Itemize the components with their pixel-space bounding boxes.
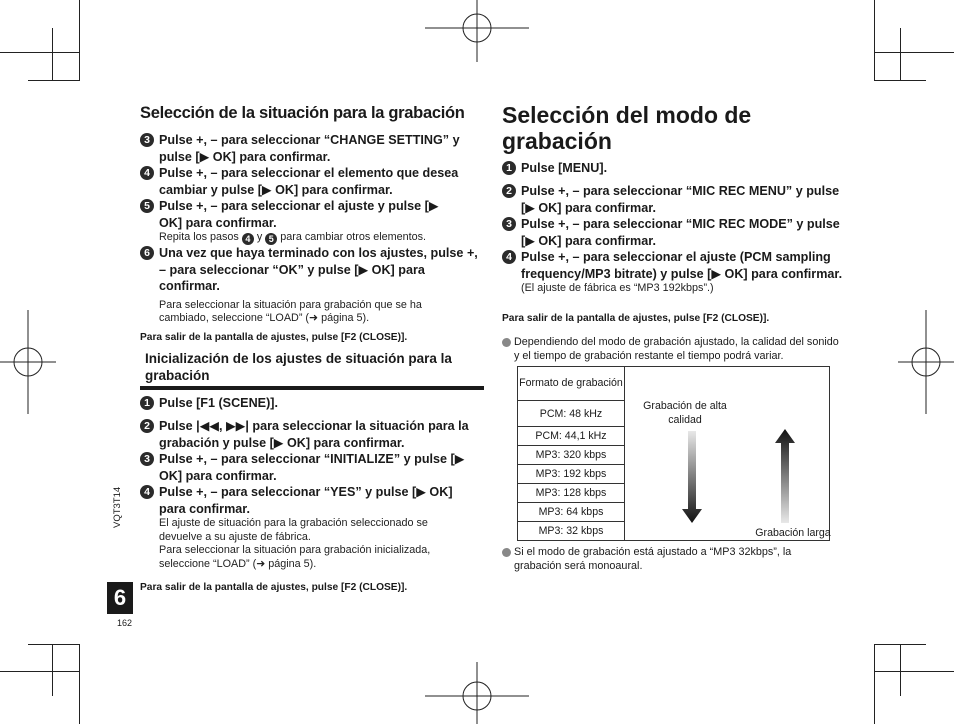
table-row: MP3: 64 kbps [518,503,625,522]
model-code: VQT3T14 [112,486,123,528]
crop-mark [28,80,80,81]
crop-mark [874,80,926,81]
step-number: 3 [140,133,154,147]
step-text: Pulse +, – para seleccionar “MIC REC MODE” y pulse [▶ OK] para confirmar. [521,217,840,248]
right-step-3 [502,216,842,249]
crop-mark [79,644,80,724]
exit-instruction: Para salir de la pantalla de ajustes, pulse [F2 (CLOSE)]. [140,582,408,593]
section-subheading: Inicialización de los ajustes de situación para la grabación [145,351,452,383]
step-text: Pulse +, – para seleccionar “MIC REC MENU” y pulse [▶ OK] para confirmar. [521,184,840,215]
step-number: 5 [140,199,154,213]
table-row: PCM: 48 kHz [518,401,625,427]
long-recording-label: Grabación larga [755,527,831,539]
step-number: 4 [140,485,154,499]
right-heading: Selección del modo de grabación [502,102,752,154]
bullet-dot-icon [502,338,511,347]
step-number: 3 [140,452,154,466]
step-text: Pulse +, – para seleccionar “INITIALIZE” y pulse [▶ OK] para confirmar. [159,452,465,483]
crop-mark [52,28,53,80]
registration-mark-bottom [425,662,529,724]
page-number: 162 [117,618,133,628]
table-row: MP3: 192 kbps [518,465,625,484]
arrow-up-icon [775,429,795,523]
registration-mark-top [425,0,529,62]
step-number: 2 [502,184,516,198]
step-number: 1 [140,396,154,410]
left-step-4 [140,165,480,198]
right-step-2 [502,183,842,216]
registration-mark-right [898,310,954,414]
arrow-down-icon [682,431,702,523]
step-number: 4 [140,166,154,180]
crop-mark [79,0,80,80]
bullet-dot-icon [502,548,511,557]
quality-arrows [625,367,829,543]
step-text: Una vez que haya terminado con los ajustes, pulse +, – para seleccionar “OK” y pulse [▶ OK] para confirmar. [159,246,478,293]
step-note: Para seleccionar la situación para grabación inicializada, seleccione “LOAD” (➜ página 5). [159,544,431,570]
quality-diagram-cell [625,367,830,541]
step-note: (El ajuste de fábrica es “MP3 192kbps”.) [521,282,714,294]
recording-format-table [517,366,830,541]
crop-mark [874,644,875,724]
step-note: Para seleccionar la situación para grabación que se ha cambiado, seleccione “LOAD” (➜ página 5). [159,298,422,324]
crop-mark [0,671,80,672]
table-row: MP3: 128 kbps [518,484,625,503]
right-step-4 [502,249,852,296]
left-step-5 [140,198,480,245]
step-text: Pulse +, – para seleccionar el ajuste y pulse [▶ OK] para confirmar. [159,199,439,230]
step-text: Pulse [F1 (SCENE)]. [159,396,278,410]
step-text: Pulse +, – para seleccionar el ajuste (PCM sampling frequency/MP3 bitrate) y pulse [▶ OK] para confirmar. [521,250,843,281]
inline-step-number: 4 [242,233,254,245]
crop-mark [874,52,954,53]
table-row: MP3: 320 kbps [518,446,625,465]
section-tab: 6 [107,582,133,614]
left-b-step-2 [140,418,485,451]
bullet-note: Si el modo de grabación está ajustado a “MP3 32kbps”, la grabación será monoaural. [502,546,822,573]
high-quality-label: Grabación de alta calidad [643,400,727,426]
bullet-note: Dependiendo del modo de grabación ajustado, la calidad del sonido y el tiempo de grabación restante el tiempo podrá variar. [502,336,842,363]
step-number: 6 [140,246,154,260]
table-row: MP3: 32 kbps [518,522,625,541]
crop-mark [874,0,875,80]
crop-mark [874,671,954,672]
left-step-3 [140,132,480,165]
left-b-step-4 [140,484,480,571]
step-number: 3 [502,217,516,231]
section-rule [140,386,484,390]
step-number: 4 [502,250,516,264]
right-step-1 [502,160,842,177]
left-b-step-1 [140,395,480,412]
crop-mark [900,644,901,696]
crop-mark [52,644,53,696]
crop-mark [900,28,901,80]
table-row: PCM: 44,1 kHz [518,427,625,446]
step-number: 2 [140,419,154,433]
left-step-6 [140,245,485,326]
exit-instruction: Para salir de la pantalla de ajustes, pulse [F2 (CLOSE)]. [140,332,408,343]
step-text: Pulse +, – para seleccionar el elemento que desea cambiar y pulse [▶ OK] para confirmar. [159,166,459,197]
step-number: 1 [502,161,516,175]
step-text: Pulse +, – para seleccionar “CHANGE SETTING” y pulse [▶ OK] para confirmar. [159,133,460,164]
left-b-step-3 [140,451,480,484]
step-text: Pulse |◀◀, ▶▶| para seleccionar la situación para la grabación y pulse [▶ OK] para confirmar. [159,419,469,450]
inline-step-number: 5 [265,233,277,245]
step-note: El ajuste de situación para la grabación seleccionado se devuelve a su ajuste de fábrica. [159,517,428,543]
step-text: Pulse [MENU]. [521,161,608,175]
step-text: Pulse +, – para seleccionar “YES” y pulse [▶ OK] para confirmar. [159,485,453,516]
table-header: Formato de grabación [518,367,625,401]
crop-mark [28,644,80,645]
left-heading: Selección de la situación para la grabación [140,104,465,122]
crop-mark [0,52,80,53]
step-note: Repita los pasos 4 y 5 para cambiar otros elementos. [159,231,427,244]
registration-mark-left [0,310,56,414]
exit-instruction: Para salir de la pantalla de ajustes, pulse [F2 (CLOSE)]. [502,313,770,324]
